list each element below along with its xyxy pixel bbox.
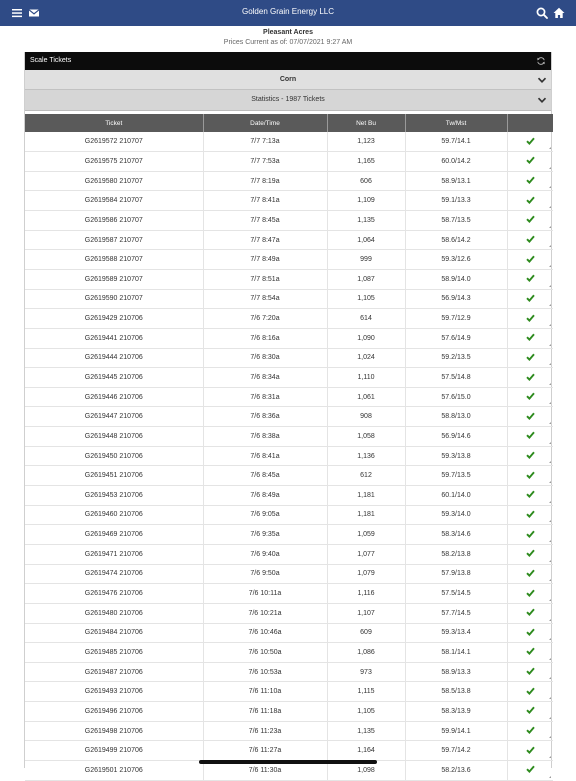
check-icon xyxy=(526,196,535,204)
tw-mst-cell: 59.3/13.8 xyxy=(405,446,507,466)
net-bu-cell: 999 xyxy=(327,250,405,270)
tw-mst-cell: 58.9/13.1 xyxy=(405,171,507,191)
ticket-cell: G2619460 210706 xyxy=(25,505,203,525)
row-detail-indicator xyxy=(549,167,551,169)
check-icon xyxy=(526,353,535,361)
scale-tickets-table xyxy=(25,114,553,781)
row-detail-indicator xyxy=(549,501,551,503)
ticket-cell: G2619493 210706 xyxy=(25,682,203,702)
check-icon xyxy=(526,471,535,479)
datetime-cell: 7/6 11:18a xyxy=(203,702,327,722)
table-body xyxy=(25,132,553,780)
statistics-section-header[interactable] xyxy=(25,90,551,111)
table-row[interactable] xyxy=(25,309,553,329)
tw-mst-cell: 60.1/14.0 xyxy=(405,486,507,506)
ticket-cell: G2619572 210707 xyxy=(25,132,203,152)
net-bu-cell: 1,090 xyxy=(327,328,405,348)
status-cell xyxy=(507,348,553,368)
status-cell xyxy=(507,466,553,486)
net-bu-cell: 1,105 xyxy=(327,702,405,722)
row-detail-indicator xyxy=(549,363,551,365)
status-cell xyxy=(507,171,553,191)
table-row[interactable] xyxy=(25,643,553,663)
check-icon xyxy=(526,235,535,243)
check-icon xyxy=(526,765,535,773)
chevron-down-icon xyxy=(537,95,547,105)
row-detail-indicator xyxy=(549,658,551,660)
table-row[interactable] xyxy=(25,564,553,584)
table-row[interactable] xyxy=(25,525,553,545)
datetime-cell: 7/6 8:34a xyxy=(203,368,327,388)
check-icon xyxy=(526,294,535,302)
table-row[interactable] xyxy=(25,584,553,604)
net-bu-cell: 1,087 xyxy=(327,269,405,289)
tw-mst-cell: 58.2/13.8 xyxy=(405,544,507,564)
check-icon xyxy=(526,726,535,734)
status-cell xyxy=(507,486,553,506)
datetime-cell: 7/7 8:47a xyxy=(203,230,327,250)
net-bu-cell: 1,058 xyxy=(327,427,405,447)
check-icon xyxy=(526,628,535,636)
row-detail-indicator xyxy=(549,422,551,424)
status-cell xyxy=(507,446,553,466)
net-bu-cell: 612 xyxy=(327,466,405,486)
datetime-cell: 7/7 7:53a xyxy=(203,152,327,172)
datetime-cell: 7/6 10:50a xyxy=(203,643,327,663)
tw-mst-cell: 57.5/14.8 xyxy=(405,368,507,388)
check-icon xyxy=(526,589,535,597)
table-row[interactable] xyxy=(25,682,553,702)
net-bu-cell: 1,086 xyxy=(327,643,405,663)
prices-current-timestamp: Prices Current as of: 07/07/2021 9:27 AM xyxy=(223,39,353,46)
datetime-cell: 7/7 8:49a xyxy=(203,250,327,270)
row-detail-indicator xyxy=(549,304,551,306)
check-icon xyxy=(526,314,535,322)
datetime-cell: 7/6 9:50a xyxy=(203,564,327,584)
tw-mst-cell: 58.3/13.9 xyxy=(405,702,507,722)
ticket-cell: G2619499 210706 xyxy=(25,741,203,761)
datetime-cell: 7/6 8:36a xyxy=(203,407,327,427)
datetime-cell: 7/6 11:23a xyxy=(203,721,327,741)
table-header xyxy=(25,114,553,132)
ticket-cell: G2619501 210706 xyxy=(25,761,203,781)
check-icon xyxy=(526,647,535,655)
tw-mst-cell: 58.9/14.0 xyxy=(405,269,507,289)
tw-mst-cell: 59.1/13.3 xyxy=(405,191,507,211)
status-cell xyxy=(507,544,553,564)
status-cell xyxy=(507,230,553,250)
table-row[interactable] xyxy=(25,328,553,348)
tw-mst-cell: 57.7/14.5 xyxy=(405,603,507,623)
row-detail-indicator xyxy=(549,383,551,385)
row-detail-indicator xyxy=(549,540,551,542)
ticket-cell: G2619589 210707 xyxy=(25,269,203,289)
row-detail-indicator xyxy=(549,442,551,444)
check-icon xyxy=(526,549,535,557)
tw-mst-cell: 60.0/14.2 xyxy=(405,152,507,172)
net-bu-cell: 1,109 xyxy=(327,191,405,211)
table-row[interactable] xyxy=(25,623,553,643)
row-detail-indicator xyxy=(549,226,551,228)
row-detail-indicator xyxy=(549,697,551,699)
table-row[interactable] xyxy=(25,662,553,682)
status-cell xyxy=(507,662,553,682)
ticket-cell: G2619471 210706 xyxy=(25,544,203,564)
ticket-cell: G2619584 210707 xyxy=(25,191,203,211)
table-row[interactable] xyxy=(25,721,553,741)
status-cell xyxy=(507,387,553,407)
tw-mst-cell: 59.7/12.9 xyxy=(405,309,507,329)
net-bu-cell: 1,181 xyxy=(327,486,405,506)
table-row[interactable] xyxy=(25,289,553,309)
ticket-cell: G2619586 210707 xyxy=(25,211,203,231)
table-row[interactable] xyxy=(25,368,553,388)
row-detail-indicator xyxy=(549,560,551,562)
tw-mst-cell: 58.9/13.3 xyxy=(405,662,507,682)
check-icon xyxy=(526,490,535,498)
table-row[interactable] xyxy=(25,466,553,486)
tw-mst-cell: 58.5/13.8 xyxy=(405,682,507,702)
row-detail-indicator xyxy=(549,285,551,287)
tw-mst-cell: 58.3/14.6 xyxy=(405,525,507,545)
ticket-cell: G2619485 210706 xyxy=(25,643,203,663)
status-cell xyxy=(507,152,553,172)
status-cell xyxy=(507,564,553,584)
row-detail-indicator xyxy=(549,186,551,188)
row-detail-indicator xyxy=(549,756,551,758)
check-icon xyxy=(526,255,535,263)
datetime-cell: 7/6 8:30a xyxy=(203,348,327,368)
net-bu-cell: 1,024 xyxy=(327,348,405,368)
ticket-cell: G2619429 210706 xyxy=(25,309,203,329)
row-detail-indicator xyxy=(549,520,551,522)
datetime-cell: 7/6 11:27a xyxy=(203,741,327,761)
refresh-icon[interactable] xyxy=(536,56,546,66)
home-icon[interactable] xyxy=(551,5,567,21)
tw-mst-cell: 59.3/12.6 xyxy=(405,250,507,270)
datetime-cell: 7/6 10:53a xyxy=(203,662,327,682)
status-cell xyxy=(507,368,553,388)
datetime-cell: 7/6 8:45a xyxy=(203,466,327,486)
status-cell xyxy=(507,584,553,604)
status-cell xyxy=(507,525,553,545)
status-cell xyxy=(507,603,553,623)
datetime-cell: 7/6 10:46a xyxy=(203,623,327,643)
datetime-cell: 7/6 8:38a xyxy=(203,427,327,447)
net-bu-cell: 908 xyxy=(327,407,405,427)
ticket-cell: G2619448 210706 xyxy=(25,427,203,447)
ticket-cell: G2619484 210706 xyxy=(25,623,203,643)
status-cell xyxy=(507,682,553,702)
table-row[interactable] xyxy=(25,427,553,447)
net-bu-cell: 1,135 xyxy=(327,211,405,231)
ticket-cell: G2619474 210706 xyxy=(25,564,203,584)
status-cell xyxy=(507,269,553,289)
table-row[interactable] xyxy=(25,544,553,564)
datetime-cell: 7/7 8:19a xyxy=(203,171,327,191)
net-bu-cell: 1,164 xyxy=(327,741,405,761)
table-row[interactable] xyxy=(25,348,553,368)
status-cell xyxy=(507,702,553,722)
status-cell xyxy=(507,721,553,741)
tw-mst-cell: 56.9/14.3 xyxy=(405,289,507,309)
ticket-cell: G2619445 210706 xyxy=(25,368,203,388)
check-icon xyxy=(526,510,535,518)
table-row[interactable] xyxy=(25,211,553,231)
row-detail-indicator xyxy=(549,481,551,483)
ticket-cell: G2619444 210706 xyxy=(25,348,203,368)
ticket-cell: G2619453 210706 xyxy=(25,486,203,506)
row-detail-indicator xyxy=(549,736,551,738)
net-bu-cell: 1,059 xyxy=(327,525,405,545)
datetime-cell: 7/6 7:20a xyxy=(203,309,327,329)
ticket-cell: G2619441 210706 xyxy=(25,328,203,348)
status-cell xyxy=(507,505,553,525)
table-row[interactable] xyxy=(25,505,553,525)
tw-mst-cell: 57.5/14.5 xyxy=(405,584,507,604)
app-title: Golden Grain Energy LLC xyxy=(241,7,335,16)
crop-label: Corn xyxy=(279,76,297,83)
table-row[interactable] xyxy=(25,191,553,211)
table-row[interactable] xyxy=(25,407,553,427)
tw-mst-cell: 59.7/14.1 xyxy=(405,132,507,152)
table-row[interactable] xyxy=(25,486,553,506)
net-bu-cell: 1,116 xyxy=(327,584,405,604)
datetime-cell: 7/7 7:13a xyxy=(203,132,327,152)
check-icon xyxy=(526,706,535,714)
check-icon xyxy=(526,373,535,381)
check-icon xyxy=(526,333,535,341)
tw-mst-cell: 58.1/14.1 xyxy=(405,643,507,663)
tw-mst-cell: 58.8/13.0 xyxy=(405,407,507,427)
net-bu-cell: 1,098 xyxy=(327,761,405,781)
status-cell xyxy=(507,623,553,643)
tw-mst-cell: 57.6/15.0 xyxy=(405,387,507,407)
status-cell xyxy=(507,211,553,231)
row-detail-indicator xyxy=(549,638,551,640)
ticket-cell: G2619575 210707 xyxy=(25,152,203,172)
status-cell xyxy=(507,407,553,427)
net-bu-cell: 1,181 xyxy=(327,505,405,525)
column-header-tw-mst[interactable]: Tw/Mst xyxy=(405,114,507,132)
row-detail-indicator xyxy=(549,717,551,719)
row-detail-indicator xyxy=(549,245,551,247)
datetime-cell: 7/6 10:11a xyxy=(203,584,327,604)
ticket-cell: G2619498 210706 xyxy=(25,721,203,741)
status-cell xyxy=(507,427,553,447)
datetime-cell: 7/7 8:45a xyxy=(203,211,327,231)
tw-mst-cell: 57.6/14.9 xyxy=(405,328,507,348)
net-bu-cell: 1,077 xyxy=(327,544,405,564)
table-row[interactable] xyxy=(25,446,553,466)
row-detail-indicator xyxy=(549,461,551,463)
net-bu-cell: 606 xyxy=(327,171,405,191)
datetime-cell: 7/6 8:41a xyxy=(203,446,327,466)
net-bu-cell: 973 xyxy=(327,662,405,682)
row-detail-indicator xyxy=(549,344,551,346)
check-icon xyxy=(526,569,535,577)
net-bu-cell: 1,079 xyxy=(327,564,405,584)
table-row[interactable] xyxy=(25,230,553,250)
net-bu-cell: 1,136 xyxy=(327,446,405,466)
ticket-cell: G2619469 210706 xyxy=(25,525,203,545)
status-cell xyxy=(507,741,553,761)
ticket-cell: G2619580 210707 xyxy=(25,171,203,191)
check-icon xyxy=(526,746,535,754)
net-bu-cell: 1,064 xyxy=(327,230,405,250)
check-icon xyxy=(526,274,535,282)
tw-mst-cell: 58.6/14.2 xyxy=(405,230,507,250)
check-icon xyxy=(526,176,535,184)
column-header-net-bu[interactable]: Net Bu xyxy=(327,114,405,132)
check-icon xyxy=(526,530,535,538)
datetime-cell: 7/7 8:51a xyxy=(203,269,327,289)
row-detail-indicator xyxy=(549,206,551,208)
datetime-cell: 7/6 11:30a xyxy=(203,761,327,781)
net-bu-cell: 1,061 xyxy=(327,387,405,407)
panel-header xyxy=(25,52,551,70)
status-cell xyxy=(507,643,553,663)
check-icon xyxy=(526,412,535,420)
ticket-cell: G2619487 210706 xyxy=(25,662,203,682)
net-bu-cell: 1,123 xyxy=(327,132,405,152)
datetime-cell: 7/6 8:49a xyxy=(203,486,327,506)
ticket-cell: G2619447 210706 xyxy=(25,407,203,427)
ticket-cell: G2619480 210706 xyxy=(25,603,203,623)
table-row[interactable] xyxy=(25,171,553,191)
row-detail-indicator xyxy=(549,402,551,404)
tw-mst-cell: 59.3/14.0 xyxy=(405,505,507,525)
account-name: Pleasant Acres xyxy=(263,29,313,36)
datetime-cell: 7/6 8:31a xyxy=(203,387,327,407)
datetime-cell: 7/6 11:10a xyxy=(203,682,327,702)
row-detail-indicator xyxy=(549,619,551,621)
datetime-cell: 7/6 9:35a xyxy=(203,525,327,545)
ticket-cell: G2619587 210707 xyxy=(25,230,203,250)
datetime-cell: 7/7 8:41a xyxy=(203,191,327,211)
check-icon xyxy=(526,687,535,695)
net-bu-cell: 1,135 xyxy=(327,721,405,741)
status-cell xyxy=(507,309,553,329)
tw-mst-cell: 59.2/13.5 xyxy=(405,348,507,368)
tw-mst-cell: 59.9/14.1 xyxy=(405,721,507,741)
table-row[interactable] xyxy=(25,269,553,289)
ticket-cell: G2619588 210707 xyxy=(25,250,203,270)
ticket-cell: G2619496 210706 xyxy=(25,702,203,722)
tw-mst-cell: 56.9/14.6 xyxy=(405,427,507,447)
tw-mst-cell: 59.7/13.5 xyxy=(405,466,507,486)
row-detail-indicator xyxy=(549,265,551,267)
row-detail-indicator xyxy=(549,324,551,326)
table-row[interactable] xyxy=(25,603,553,623)
column-header-datetime[interactable]: Date/Time xyxy=(203,114,327,132)
row-detail-indicator xyxy=(549,147,551,149)
check-icon xyxy=(526,608,535,616)
check-icon xyxy=(526,156,535,164)
datetime-cell: 7/6 8:16a xyxy=(203,328,327,348)
panel-title: Scale Tickets xyxy=(30,57,72,64)
search-icon[interactable] xyxy=(534,5,550,21)
ticket-cell: G2619590 210707 xyxy=(25,289,203,309)
ticket-cell: G2619446 210706 xyxy=(25,387,203,407)
net-bu-cell: 1,110 xyxy=(327,368,405,388)
net-bu-cell: 609 xyxy=(327,623,405,643)
status-cell xyxy=(507,250,553,270)
net-bu-cell: 1,165 xyxy=(327,152,405,172)
ticket-cell: G2619476 210706 xyxy=(25,584,203,604)
status-cell xyxy=(507,289,553,309)
column-header-ticket[interactable]: Ticket xyxy=(25,114,203,132)
ticket-cell: G2619451 210706 xyxy=(25,466,203,486)
table-row[interactable] xyxy=(25,250,553,270)
table-header-row xyxy=(25,114,553,132)
tw-mst-cell: 59.3/13.4 xyxy=(405,623,507,643)
crop-section-header[interactable] xyxy=(25,70,551,90)
chevron-down-icon xyxy=(537,75,547,85)
datetime-cell: 7/7 8:54a xyxy=(203,289,327,309)
row-detail-indicator xyxy=(549,776,551,778)
status-cell xyxy=(507,328,553,348)
check-icon xyxy=(526,392,535,400)
datetime-cell: 7/6 10:21a xyxy=(203,603,327,623)
ticket-cell: G2619450 210706 xyxy=(25,446,203,466)
datetime-cell: 7/6 9:40a xyxy=(203,544,327,564)
check-icon xyxy=(526,215,535,223)
table-row[interactable] xyxy=(25,152,553,172)
net-bu-cell: 1,105 xyxy=(327,289,405,309)
home-indicator[interactable] xyxy=(199,760,377,764)
datetime-cell: 7/6 9:05a xyxy=(203,505,327,525)
column-header-status xyxy=(507,114,553,132)
check-icon xyxy=(526,137,535,145)
table-row[interactable] xyxy=(25,132,553,152)
scale-tickets-panel xyxy=(24,52,552,774)
tw-mst-cell: 57.9/13.8 xyxy=(405,564,507,584)
tw-mst-cell: 59.7/14.2 xyxy=(405,741,507,761)
net-bu-cell: 1,107 xyxy=(327,603,405,623)
table-row[interactable] xyxy=(25,702,553,722)
status-cell xyxy=(507,761,553,781)
net-bu-cell: 614 xyxy=(327,309,405,329)
tw-mst-cell: 58.7/13.5 xyxy=(405,211,507,231)
table-row[interactable] xyxy=(25,741,553,761)
check-icon xyxy=(526,451,535,459)
table-row[interactable] xyxy=(25,387,553,407)
status-cell xyxy=(507,132,553,152)
check-icon xyxy=(526,667,535,675)
row-detail-indicator xyxy=(549,677,551,679)
check-icon xyxy=(526,431,535,439)
status-cell xyxy=(507,191,553,211)
net-bu-cell: 1,115 xyxy=(327,682,405,702)
row-detail-indicator xyxy=(549,579,551,581)
statistics-label: Statistics - 1987 Tickets xyxy=(251,96,325,103)
app-header xyxy=(0,0,576,26)
row-detail-indicator xyxy=(549,599,551,601)
tw-mst-cell: 58.2/13.6 xyxy=(405,761,507,781)
